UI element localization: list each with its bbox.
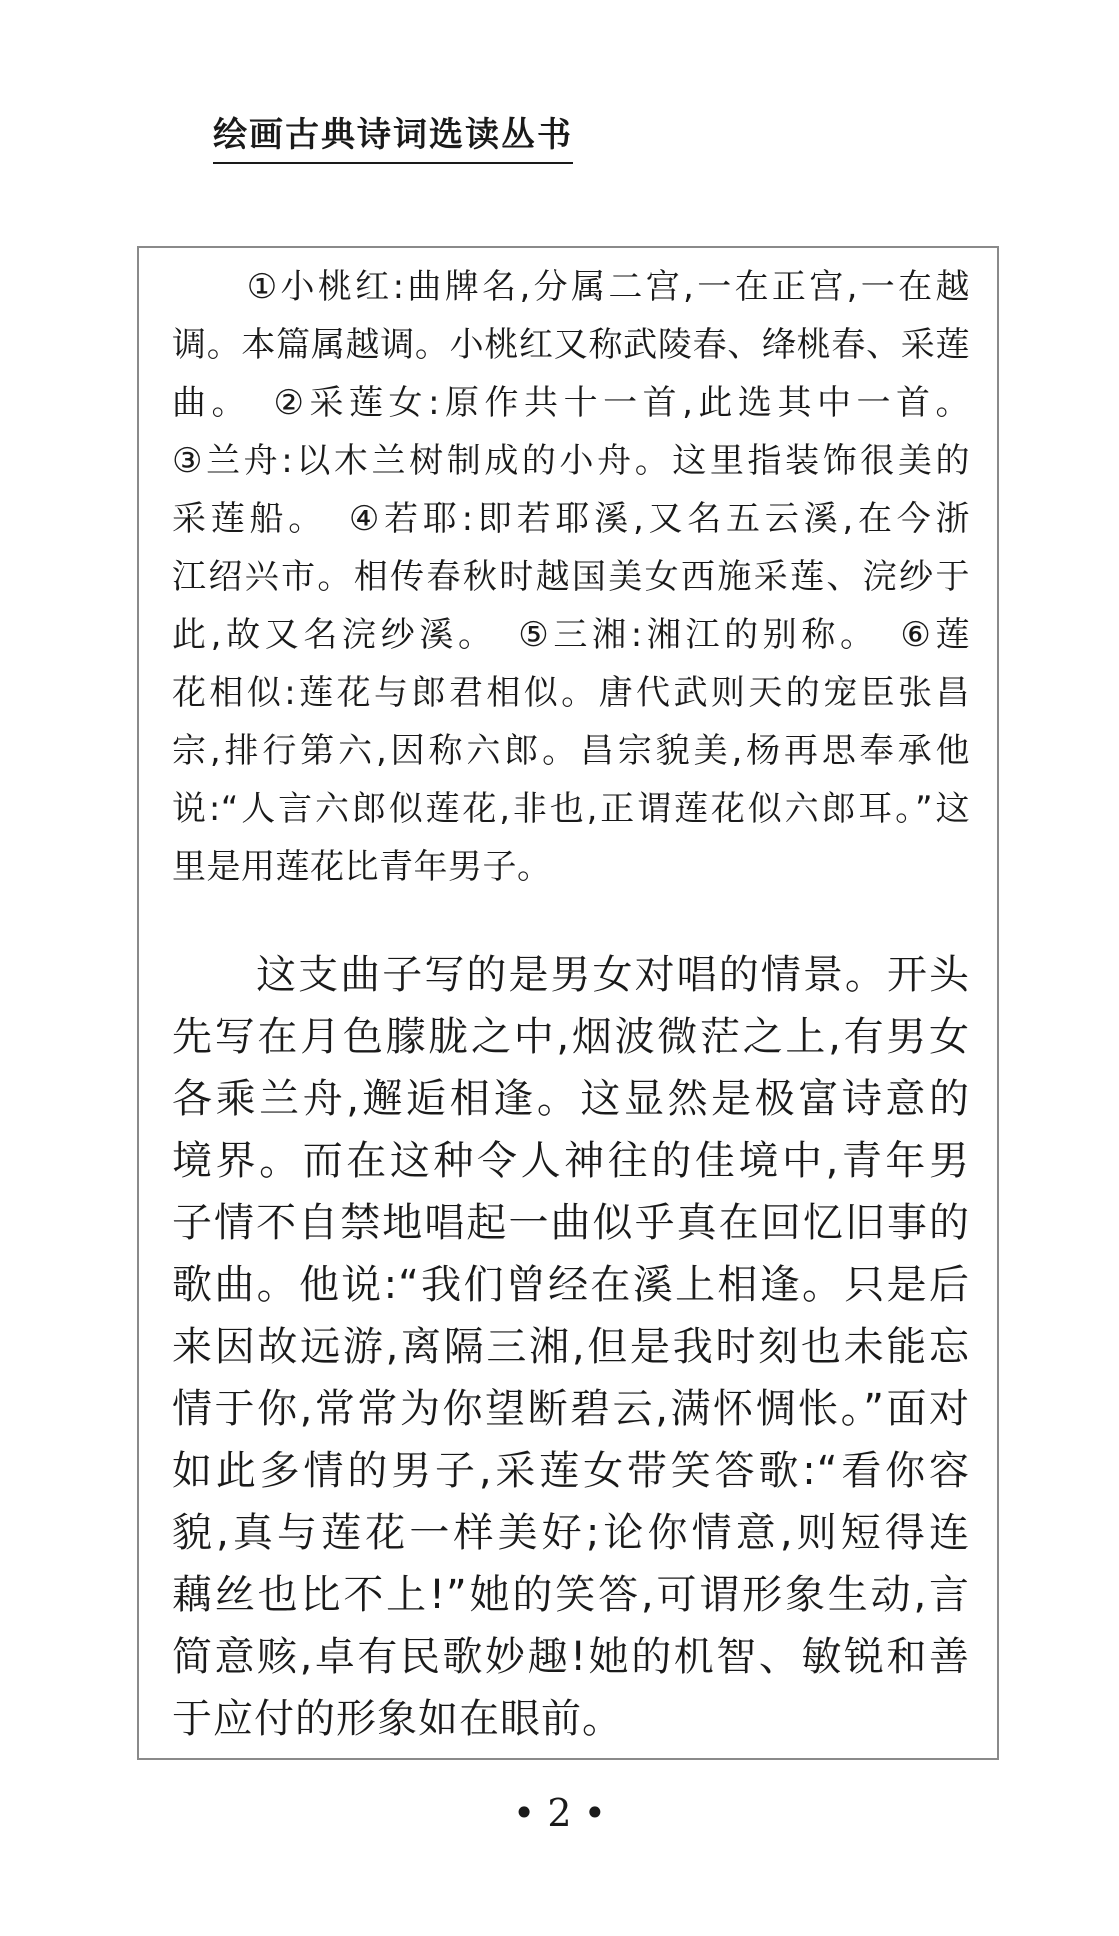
note-line: 说:“人言六郎似莲花,非也,正谓莲花似六郎耳。”这 xyxy=(172,789,970,829)
commentary-line: 貌,真与莲花一样美好;论你情意,则短得连 xyxy=(172,1510,970,1556)
commentary-line: 情于你,常常为你望断碧云,满怀惆怅。”面对 xyxy=(172,1386,970,1432)
note-line: 里是用莲花比青年男子。 xyxy=(172,847,552,887)
commentary-line: 来因故远游,离隔三湘,但是我时刻也未能忘 xyxy=(172,1324,970,1370)
commentary-line: 歌曲。他说:“我们曾经在溪上相逢。只是后 xyxy=(172,1262,970,1308)
commentary-line: 于应付的形象如在眼前。 xyxy=(172,1696,623,1742)
commentary-line: 子情不自禁地唱起一曲似乎真在回忆旧事的 xyxy=(172,1200,970,1246)
page-number: • 2 • xyxy=(512,1791,607,1835)
commentary-line: 先写在月色朦胧之中,烟波微茫之上,有男女 xyxy=(172,1014,970,1060)
note-line: 曲。 ②采莲女:原作共十一首,此选其中一首。 xyxy=(172,383,970,423)
annotation-notes xyxy=(172,258,970,896)
note-line: 采莲船。 ④若耶:即若耶溪,又名五云溪,在今浙 xyxy=(172,499,970,539)
commentary-line: 各乘兰舟,邂逅相逢。这显然是极富诗意的 xyxy=(172,1076,970,1122)
note-line: 江绍兴市。相传春秋时越国美女西施采莲、浣纱于 xyxy=(172,557,970,597)
commentary-line: 如此多情的男子,采莲女带笑答歌:“看你容 xyxy=(172,1448,970,1494)
commentary-text xyxy=(172,944,970,1750)
commentary-line: 这支曲子写的是男女对唱的情景。开头 xyxy=(172,952,970,998)
series-title: 绘画古典诗词选读丛书 xyxy=(213,112,573,164)
note-line: 调。本篇属越调。小桃红又称武陵春、绛桃春、采莲 xyxy=(172,325,970,365)
note-line: 花相似:莲花与郎君相似。唐代武则天的宠臣张昌 xyxy=(172,673,970,713)
note-line: 此,故又名浣纱溪。 ⑤三湘:湘江的别称。 ⑥莲 xyxy=(172,615,970,655)
commentary-line: 藕丝也比不上!”她的笑答,可谓形象生动,言 xyxy=(172,1572,970,1618)
note-line: 宗,排行第六,因称六郎。昌宗貌美,杨再思奉承他 xyxy=(172,731,970,771)
note-line: ③兰舟:以木兰树制成的小舟。这里指装饰很美的 xyxy=(172,441,970,481)
commentary-line: 境界。而在这种令人神往的佳境中,青年男 xyxy=(172,1138,970,1184)
note-line: ①小桃红:曲牌名,分属二宫,一在正宫,一在越 xyxy=(172,267,970,307)
commentary-line: 简意赅,卓有民歌妙趣!她的机智、敏锐和善 xyxy=(172,1634,970,1680)
